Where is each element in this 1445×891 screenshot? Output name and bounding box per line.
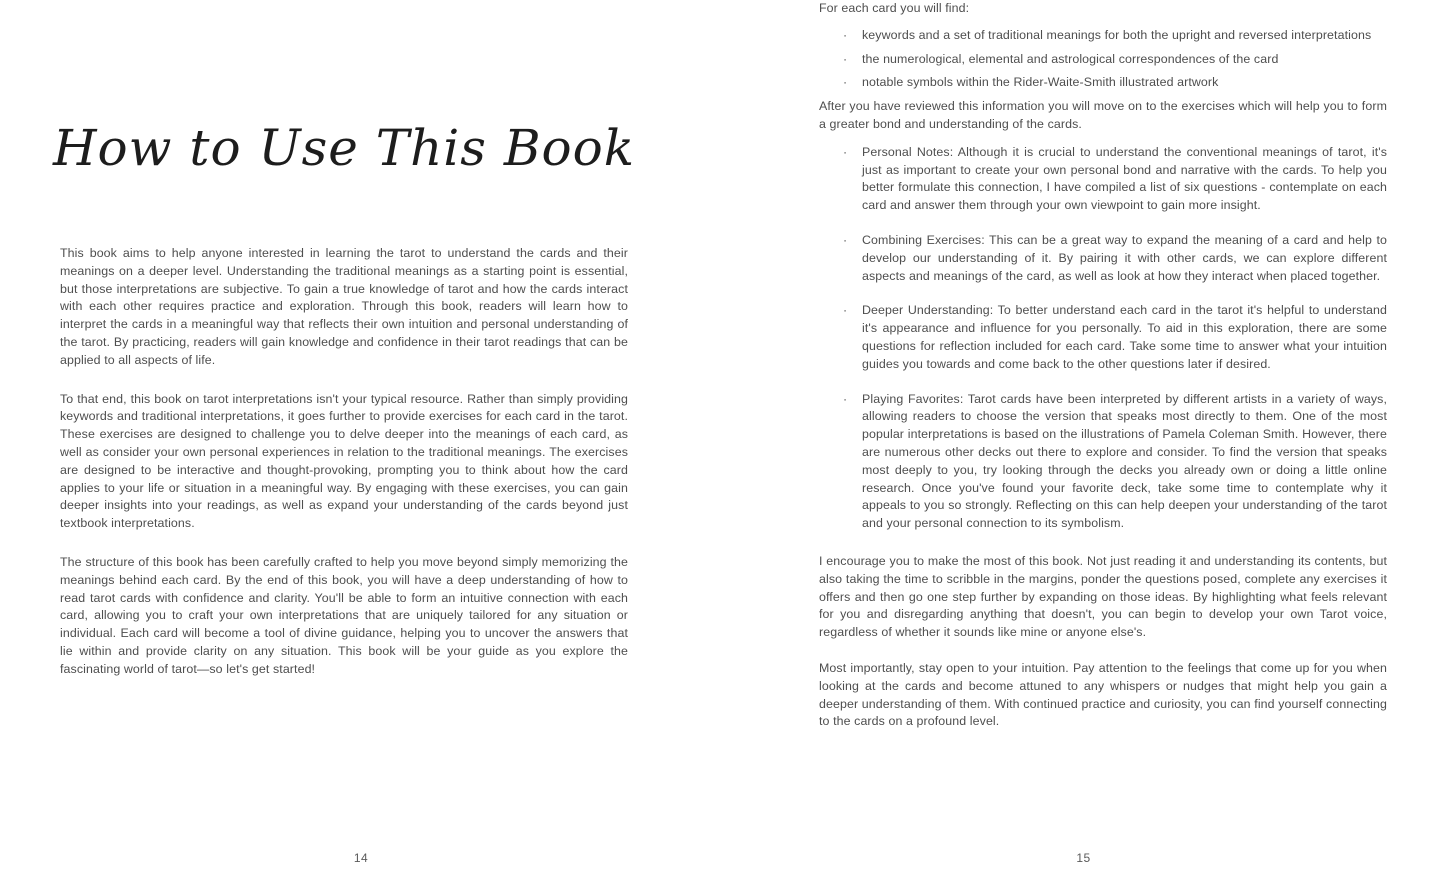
page-number-right: 15: [1076, 851, 1091, 865]
list-item-text: Combining Exercises: This can be a great way to expand the meaning of a card and help to develop our understanding of it. By pairing it with other cards, we can explore different aspects and meanings of the card, as well as look at how they interact when placed together.: [862, 232, 1387, 283]
list-item: [819, 51, 1387, 69]
bullet-icon: ·: [843, 51, 848, 66]
bullet-icon: ·: [843, 27, 848, 42]
body-paragraph: The structure of this book has been carefully crafted to help you move beyond simply memorizing the meanings behind each card. By the end of this book, you will have a deep understanding of how to read tarot cards with confidence and clarity. You'll be able to form an intuitive connection with each card, allowing you to craft your own interpretations that are uniquely tailored for any situation or individual. Each card will become a tool of divine guidance, helping you to uncover the answers that lie within and provide clarity on any situation. This book will be your guide as you explore the fascinating world of tarot—so let's get started!: [60, 554, 628, 676]
list-item: [819, 302, 1387, 373]
page-left: [0, 0, 722, 891]
closing-paragraphs: [819, 553, 1387, 731]
list-item-text: the numerological, elemental and astrological correspondences of the card: [862, 51, 1279, 66]
body-paragraph: I encourage you to make the most of this book. Not just reading it and understanding its contents, but also taking the time to scribble in the margins, ponder the questions posed, complete any exercises it offers and then go one step further by expanding on those ideas. By highlighting what feels relevant for you and disregarding anything that doesn't, you can begin to develop your own Tarot voice, regardless of whether it sounds like mine or anyone else's.: [819, 553, 1387, 640]
body-paragraph: To that end, this book on tarot interpretations isn't your typical resource. Rather than simply providing keywords and traditional interpretations, it goes further to provide exercises for each card in the tarot. These exercises are designed to challenge you to delve deeper into the meanings of each card, as well as consider your own personal experiences in relation to the traditional meanings. The exercises are designed to be interactive and thought-provoking, prompting you to think about how the card applies to your life or situation in a meaningful way. By engaging with these exercises, you can gain deeper insights into your readings, as well as expand your understanding of the cards beyond just textbook interpretations.: [60, 391, 628, 531]
bullet-icon: ·: [843, 232, 848, 247]
right-page-content: [819, 0, 1387, 749]
body-paragraph: This book aims to help anyone interested in learning the tarot to understand the cards and their meanings on a deeper level. Understanding the traditional meanings as a starting point is essential, but those interpretations are subjective. To gain a true knowledge of tarot and how the cards interact with each other requires practice and exploration. Through this book, readers will learn how to interpret the cards in a meaningful way that reflects their own intuition and personal understanding of the tarot. By practicing, readers will gain knowledge and confidence in their tarot readings that can be applied to all aspects of life.: [60, 246, 628, 367]
list-item: [819, 391, 1387, 533]
left-paragraphs: [60, 245, 628, 679]
list-item: [819, 27, 1387, 45]
intro-line: For each card you will find:: [819, 1, 970, 15]
transition-paragraph: After you have reviewed this information you will move on to the exercises which will help you to form a greater bond and understanding of the cards.: [819, 99, 1387, 131]
exercises-list: [819, 144, 1387, 533]
list-item-text: Personal Notes: Although it is crucial to understand the conventional meanings of tarot, it's just as important to create your own personal bond and narrative with the cards. To help you better formulate this connection, I have compiled a list of six questions - contemplate on each card and answer them through your own viewpoint to gain more insight.: [862, 144, 1387, 213]
page-right: [722, 0, 1445, 891]
bullet-icon: ·: [843, 144, 848, 159]
list-item-text: keywords and a set of traditional meanings for both the upright and reversed interpretations: [862, 27, 1372, 42]
list-item: [819, 74, 1387, 92]
page-number-left: 14: [353, 851, 369, 865]
list-item-text: Deeper Understanding: To better understand each card in the tarot it's helpful to understand it's appearance and influence for you personally. To aid in this exploration, there are some questions for reflection included for each card. Take some time to answer what your intuition guides you towards and come back to the other questions later if desired.: [862, 303, 1387, 371]
bullet-icon: ·: [843, 75, 848, 90]
chapter-title: How to Use This Book: [52, 119, 636, 177]
left-page-content: [52, 0, 636, 700]
bullet-icon: ·: [843, 303, 848, 318]
card-features-list: [819, 27, 1387, 92]
body-paragraph: Most importantly, stay open to your intuition. Pay attention to the feelings that come up for you when looking at the cards and become attuned to any whispers or nudges that might help you gain a deeper understanding of them. With continued practice and curiosity, you can find yourself connecting to the cards on a profound level.: [819, 660, 1387, 729]
list-item: [819, 232, 1387, 285]
list-item-text: Playing Favorites: Tarot cards have been interpreted by different artists in a variety of ways, allowing readers to choose the version that speaks most directly to them. One of the most popular interpretations is based on the illustrations of Pamela Coleman Smith. However, there are numerous other decks out there to explore and consider. To find the version that speaks most deeply to you, try looking through the decks you already own or doing a little online research. Once you've found your favorite deck, take some time to contemplate why it appeals to you so strongly. Reflecting on this can help deepen your understanding of the tarot and your personal connection to its symbolism.: [862, 391, 1387, 531]
bullet-icon: ·: [843, 391, 848, 406]
list-item-text: notable symbols within the Rider-Waite-Smith illustrated artwork: [862, 75, 1219, 90]
list-item: [819, 144, 1387, 215]
